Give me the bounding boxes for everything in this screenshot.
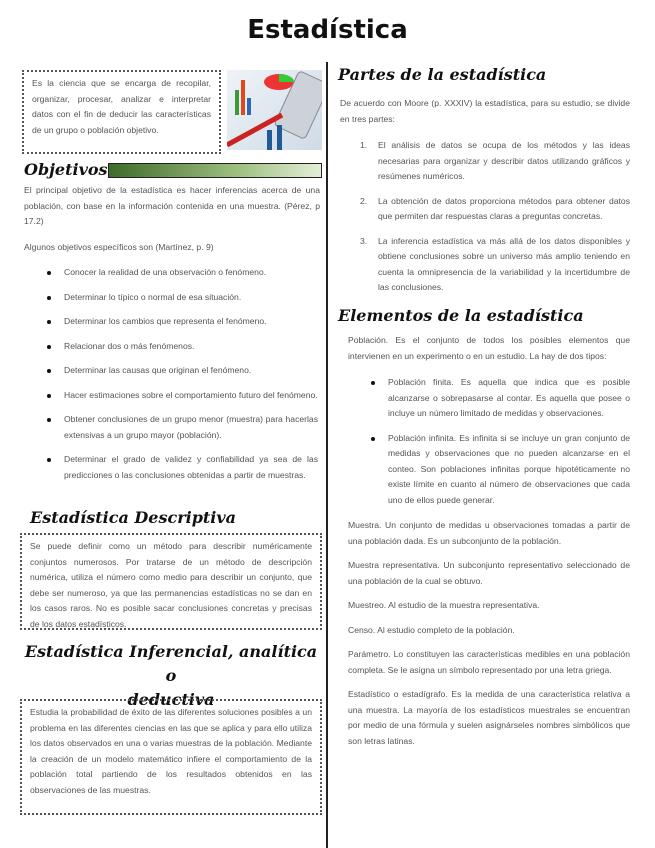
- inferencial-box: [20, 699, 322, 815]
- list-item: Población infinita. Es infinita si se incluye un gran conjunto de medidas y observaciones que no pueden alcanzarse en el conteo. Son poblaciones infinitas porque hipotéticamente no existe límite en cuanto al número de observaciones que cada uno de ellos puede generar.: [388, 431, 630, 509]
- descriptiva-text: Se puede definir como un método para describir numéricamente conjuntos numerosos. Por tratarse de un método de descripción numérica, utiliza el número como medio para describir un conjunto, que debe ser numeroso, ya que las permanencias estadísticas no se dan en los casos raros. No es posible sacar conclusiones concretas y precisas de los datos estadísticos.: [30, 541, 312, 629]
- page-title: Estadística: [247, 15, 408, 45]
- muestra-definition: Muestra. Un conjunto de medidas u observaciones tomadas a partir de una población dada. Es un subconjunto de la población.: [348, 520, 630, 546]
- partes-intro: De acuerdo con Moore (p. XXXIV) la estadística, para su estudio, se divide en tres partes:: [340, 98, 630, 124]
- estadistico-definition: Estadístico o estadígrafo. Es la medida de una característica relativa a una muestra. La mayoría de los estadísticos muestrales se encuentran por medio de una fórmula y suelen asignárseles nombres simbólicos que son letras latinas.: [348, 689, 630, 746]
- inferencial-heading: Estadística Inferencial, analítica o deductiva: [24, 642, 318, 709]
- bullet-icon: [47, 369, 51, 373]
- objetivos-paragraph: El principal objetivo de la estadística es hacer inferencias acerca de una población, con base en la información contenida en una muestra. (Pérez, p 17.2): [24, 185, 320, 226]
- objetivos-specific-intro: Algunos objetivos específicos son (Martínez, p. 9): [24, 242, 214, 252]
- intro-box: [22, 70, 221, 154]
- bullet-icon: [47, 394, 51, 398]
- bullet-icon: [47, 458, 51, 462]
- list-item: Determinar los cambios que representa el fenómeno.: [64, 314, 318, 330]
- bullet-icon: [47, 418, 51, 422]
- list-item: Obtener conclusiones de un grupo menor (muestra) para hacerlas extensivas a un grupo mayor (población).: [64, 412, 318, 443]
- parametro-definition: Parámetro. Lo constituyen las características medibles en una población completa. Se le asigna un símbolo representado por una letra griega.: [348, 649, 630, 675]
- list-item: Conocer la realidad de una observación o fenómeno.: [64, 265, 318, 281]
- green-gradient-bar: [108, 163, 322, 178]
- column-divider: [326, 62, 328, 848]
- bullet-icon: [47, 320, 51, 324]
- list-item: 3. La inferencia estadística va más allá de los datos disponibles y obtiene conclusiones sobre un universo más amplio teniendo en cuenta la omnipresencia de la variabilidad y la incertidumbre de las conclusiones.: [360, 235, 630, 292]
- partes-list: [360, 138, 630, 305]
- inferencial-text: Estudia la probabilidad de éxito de las diferentes soluciones posibles a un problema en las diferentes ciencias en las que se aplica y para ello utiliza los datos observados en una o varias muestras de la población. Mediante la creación de un modelo matemático infiere el comportamiento de la población total partiendo de los resultados obtenidos en las observaciones de las muestras.: [30, 707, 312, 795]
- intro-text: Es la ciencia que se encarga de recopilar, organizar, procesar, analizar e interpretar datos con el fin de deducir las características de un grupo o población objetivo.: [32, 78, 211, 135]
- statistics-image: [227, 70, 322, 150]
- elementos-intro: Población. Es el conjunto de todos los posibles elementos que intervienen en un experimento o en un estudio. La hay de dos tipos:: [348, 335, 630, 361]
- objetivos-list: [64, 265, 318, 492]
- elementos-heading: Elementos de la estadística: [338, 306, 584, 325]
- partes-heading: Partes de la estadística: [338, 65, 547, 84]
- muestra-representativa-definition: Muestra representativa. Un subconjunto representativo seleccionado de una población de la cual se obtuvo.: [348, 560, 630, 586]
- bullet-icon: [47, 296, 51, 300]
- bullet-icon: [371, 381, 375, 385]
- elementos-paragraphs: [348, 518, 630, 758]
- charts-calculator-illustration: [227, 70, 322, 150]
- descriptiva-heading: Estadística Descriptiva: [30, 508, 237, 527]
- elementos-list: [388, 375, 630, 517]
- list-item: Población finita. Es aquella que indica que es posible alcanzarse o sobrepasarse al contar. Es aquella que posee o incluye un número limitado de medidas y observaciones.: [388, 375, 630, 422]
- bullet-icon: [47, 271, 51, 275]
- list-item: Determinar el grado de validez y confiabilidad ya sea de las predicciones o las conclusiones obtenidas a partir de muestras.: [64, 452, 318, 483]
- list-item: Hacer estimaciones sobre el comportamiento futuro del fenómeno.: [64, 388, 318, 404]
- objetivos-heading: Objetivos: [24, 160, 108, 179]
- bullet-icon: [371, 437, 375, 441]
- censo-definition: Censo. Al estudio completo de la población.: [348, 624, 515, 635]
- muestreo-definition: Muestreo. Al estudio de la muestra representativa.: [348, 600, 540, 610]
- bullet-icon: [47, 345, 51, 349]
- descriptiva-box: [20, 533, 322, 630]
- list-item: 2. La obtención de datos proporciona métodos para obtener datos que permiten dar respuestas claras a preguntas concretas.: [360, 195, 630, 221]
- list-item: Determinar lo típico o normal de esa situación.: [64, 290, 318, 306]
- list-item: 1. El análisis de datos se ocupa de los métodos y las ideas necesarias para organizar y describir datos utilizando gráficos y resúmenes numéricos.: [360, 140, 630, 181]
- list-item: Determinar las causas que originan el fenómeno.: [64, 363, 318, 379]
- list-item: Relacionar dos o más fenómenos.: [64, 339, 318, 355]
